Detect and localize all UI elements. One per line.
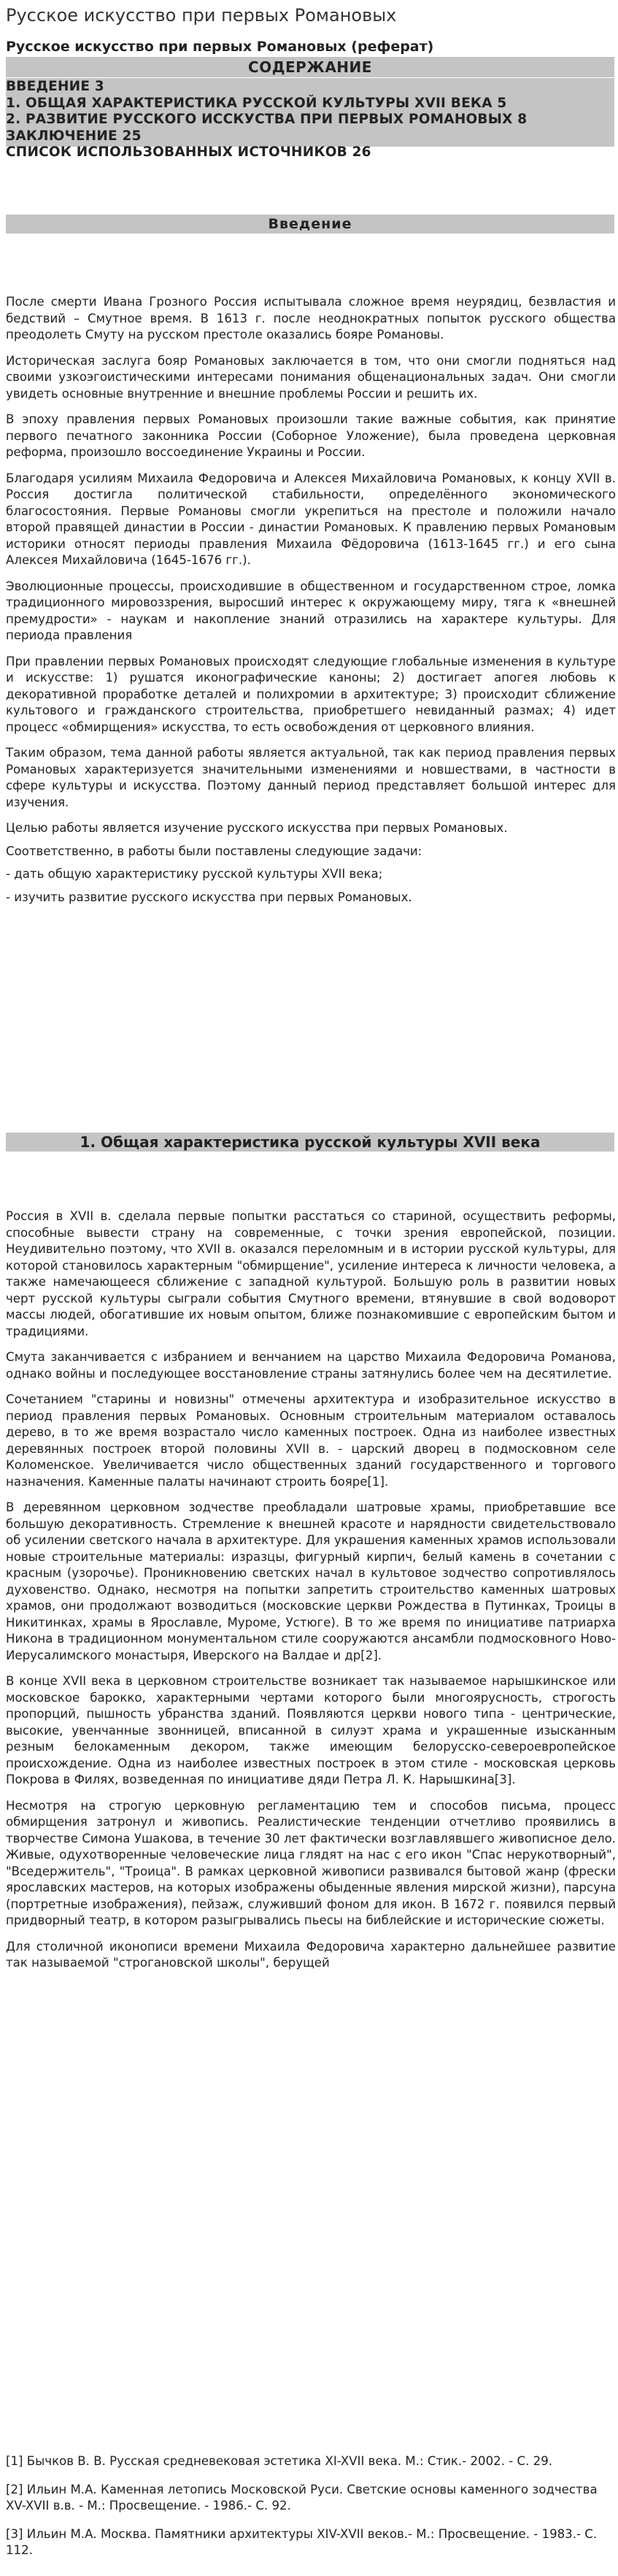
toc-item-sources[interactable]: СПИСОК ИСПОЛЬЗОВАННЫХ ИСТОЧНИКОВ 26 — [6, 144, 371, 160]
paragraph: Эволюционные процессы, происходившие в общественном и государственном строе, ломка традиционного мировоззрения, выросший интерес к окружающему миру, тяга к «внешней премудрости» - наукам и накопление знаний отразились на характере культуры. Для периода правления — [6, 579, 616, 642]
paragraph: Смута заканчивается с избранием и венчанием на царство Михаила Федоровича Романова, однако войны и последующее восстановление страны затянулись более чем на десятилетие. — [6, 1350, 616, 1381]
paragraph: В эпоху правления первых Романовых произошли такие важные события, как принятие первого печатного законника России (Соборное Уложение), была проведена церковная реформа, произошло воссоединение Украины и России. — [6, 412, 616, 459]
footnote: [3] Ильин М.А. Москва. Памятники архитектуры XIV-XVII веков.- М.: Просвещение. - 1983.- С. 112. — [6, 2526, 598, 2557]
toc-item-chapter-2[interactable]: 2. РАЗВИТИЕ РУССКОГО ИССКУСТВА ПРИ ПЕРВЫХ РОМАНОВЫХ 8 — [6, 112, 528, 127]
toc-item-chapter-1[interactable]: 1. ОБЩАЯ ХАРАКТЕРИСТИКА РУССКОЙ КУЛЬТУРЫ XVII ВЕКА 5 — [6, 95, 507, 111]
footnote: [2] Ильин М.А. Каменная летопись Московской Руси. Светские основы каменного зодчества XV-XVII в.в. - М.: Просвещение. - 1986.- С. 92. — [6, 2482, 598, 2513]
toc-header: СОДЕРЖАНИЕ — [6, 57, 614, 77]
paragraph: Соответственно, в работы были поставлены следующие задачи: — [6, 844, 422, 858]
toc-item-conclusion[interactable]: ЗАКЛЮЧЕНИЕ 25 — [6, 128, 142, 144]
toc-item-introduction[interactable]: ВВЕДЕНИЕ 3 — [6, 79, 104, 94]
task-item: - изучить развитие русского искусства при первых Романовых. — [6, 890, 412, 904]
paragraph: Таким образом, тема данной работы является актуальной, так как период правления первых Романовых характеризуется значительными изменениями и новшествами, в частности в сфере культуры и искусства. Поэтому данный период представляет большой интерес для изучения. — [6, 746, 616, 809]
introduction-heading: Введение — [6, 215, 614, 234]
paragraph: Целью работы является изучение русского искусства при первых Романовых. — [6, 821, 508, 835]
page-title: Русское искусство при первых Романовых — [6, 5, 397, 26]
paragraph: В конце XVII века в церковном строительстве возникает так называемое нарышкинское или московское барокко, характерными чертами которого были многоярусность, строгость пропорций, пышность убранства зданий. Появляются церкви нового типа - центрические, высокие, увенчанные звонницей, вписанной в силуэт храма и украшенные изысканным резным белокаменным декором, также имеющим белорусско-североевропейское происхождение. Одна из наиболее известных построек в этом стиле - московская церковь Покрова в Филях, возведенная по инициативе дяди Петра Л. К. Нарышкина[3]. — [6, 1674, 616, 1786]
paragraph: После смерти Ивана Грозного Россия испытывала сложное время неурядиц, безвластия и бедствий – Смутное время. В 1613 г. после неоднократных попыток русского общества преодолеть Смуту на русском престоле оказались бояре Романовы. — [6, 295, 616, 342]
paragraph: Сочетанием "старины и новизны" отмечены архитектура и изобразительное искусство в период правления первых Романовых. Основным строительным материалом оставалось дерево, в то же время возрастало число каменных построек. Одна из наиболее известных деревянных построек второй половины XVII в. - царский дворец в подмосковном селе Коломенское. Увеличивается число общественных зданий государственного и торгового назначения. Каменные палаты начинают строить бояре[1]. — [6, 1392, 616, 1489]
paragraph: Несмотря на строгую церковную регламентацию тем и способов письма, процесс обмирщения затронул и живопись. Реалистические тенденции отчетливо проявились в творчестве Симона Ушакова, в течение 30 лет фактически возглавлявшего живописное дело. Живые, одухотворенные человеческие лица глядят на нас с его икон "Спас нерукотворный", "Вседержитель", "Троица". В рамках церковной живописи развивался бытовой жанр (фрески ярославских мастеров, на которых изображены обыденные явления мирской жизни), парсуна (портретные изображения), пейзаж, служивший фоном для икон. В 1672 г. появился первый придворный театр, в котором разыгрывались пьесы на библейские и исторические сюжеты. — [6, 1798, 616, 1927]
paragraph: Благодаря усилиям Михаила Федоровича и Алексея Михайловича Романовых, к концу XVII в. Россия достигла политической стабильности, определённого экономического благосостояния. Первые Романовы смогли укрепиться на престоле и положили начало второй правящей династии в России - династии Романовых. К правлению первых Романовым историки относят периоды правления Михаила Фёдоровича (1613-1645 гг.) и его сына Алексея Михайловича (1645-1676 гг.). — [6, 471, 616, 567]
paragraph: Историческая заслуга бояр Романовых заключается в том, что они смогли подняться над своими узкоэгоистическими интересами понимания общенациональных задач. Они смогли увидеть основные внутренние и внешние проблемы России и решить их. — [6, 353, 616, 401]
paragraph: Для столичной иконописи времени Михаила Федоровича характерно дальнейшее развитие так называемой "строгановской школы", берущей — [6, 1939, 616, 1970]
chapter-1-heading: 1. Общая характеристика русской культуры XVII века — [6, 1133, 614, 1152]
chapter-1-section — [6, 1208, 616, 1981]
paragraph: Россия в XVII в. сделала первые попытки расстаться со стариной, осуществить реформы, способные вывести страну на современные, с точки зрения европейской, позиции. Неудивительно поэтому, что XVII в. оказался переломным и в истории русской культуры, для которой становилось характерным "обмирщение", усиление интереса к личности человека, а также намечающееся сближение с западной культурой. Большую роль в развитии новых черт русской культуры сыграли события Смутного времени, втянувшие в свой водоворот массы людей, обогатившие их новым опытом, ближе познакомившие с европейским бытом и традициями. — [6, 1209, 616, 1338]
paragraph: В деревянном церковном зодчестве преобладали шатровые храмы, приобретавшие все большую декоративность. Стремление к внешней красоте и нарядности свидетельствовало об усилении светского начала в архитектуре. Для украшения каменных храмов использовали новые строительные материалы: изразцы, фигурный кирпич, белый камень в сочетании с красным (узорочье). Проникновению светских начал в культовое зодчество сопротивлялось духовенство. Однако, несмотря на попытки запретить строительство каменных шатровых храмов, они продолжают возводиться (московские церкви Рождества в Путинках, Троицы в Никитинках, храмы в Ярославле, Муроме, Устюге). В то же время по инициативе патриарха Никона в традиционном монументальном стиле сооружаются ансамбли подмосковного Ново-Иерусалимского монастыря, Иверского на Валдае и др[2]. — [6, 1500, 616, 1662]
introduction-section — [6, 294, 616, 912]
task-item: - дать общую характеристику русской культуры XVII века; — [6, 867, 383, 881]
document-subtitle: Русское искусство при первых Романовых (реферат) — [6, 39, 434, 55]
footnotes — [6, 2453, 616, 2571]
paragraph: При правлении первых Романовых происходят следующие глобальные изменения в культуре и искусстве: 1) рушатся иконографические каноны; 2) достигает апогея любовь к декоративной проработке деталей и полихромии в архитектуре; 3) происходит сближение культового и гражданского строительства, приобретшего невиданный размах; 4) идет процесс «обмирщения» искусства, то есть освобождения от церковного влияния. — [6, 654, 616, 734]
table-of-contents — [6, 78, 614, 160]
footnote: [1] Бычков В. В. Русская средневековая эстетика XI-XVII века. М.: Стик.- 2002. - С. 29. — [6, 2454, 553, 2468]
